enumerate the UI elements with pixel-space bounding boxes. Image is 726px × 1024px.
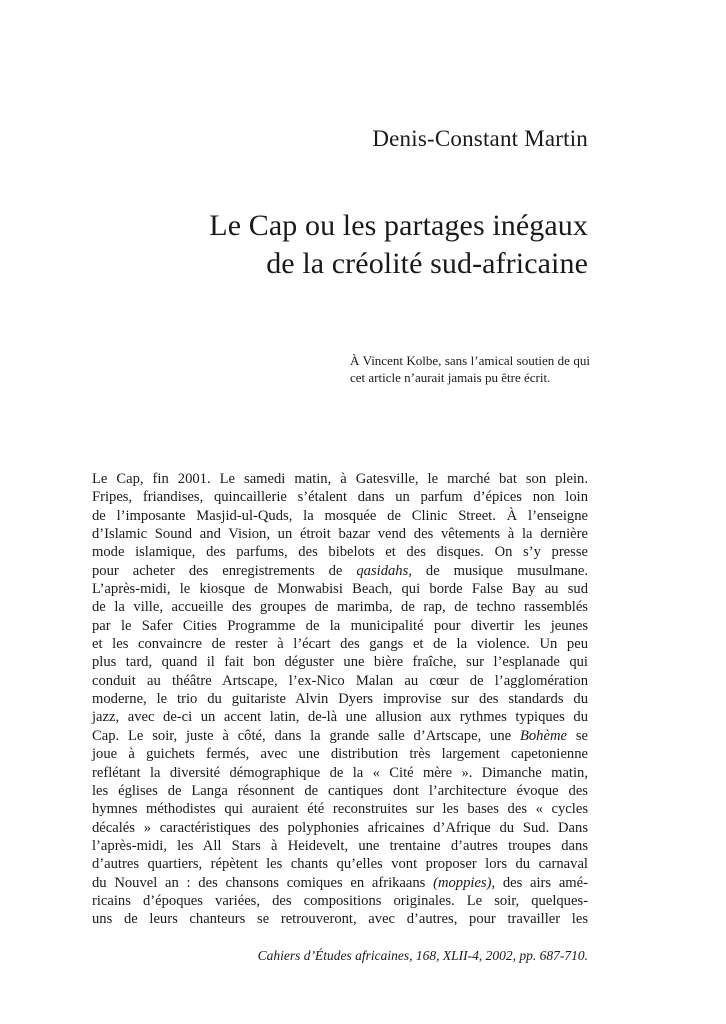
article-body [92,470,588,929]
body-line [92,874,588,892]
body-line: Fripes, friandises, quincaillerie s’étalent dans un parfum d’épices non loin [92,489,588,506]
body-line: joue à guichets fermés, avec une distribution très largement capetonienne [92,746,588,763]
body-line: ricains d’époques variées, des compositions originales. Le soir, quelques- [92,892,588,909]
body-line: d’Islamic Sound and Vision, un étroit bazar vend des vêtements à la dernière [92,526,588,543]
body-line: et les convaincre de rester à l’écart des gangs et de la violence. Un peu [92,636,588,653]
body-line: d’autres quartiers, répètent les chants qu’elles vont proposer lors du carnaval [92,856,588,873]
body-line [92,727,588,745]
body-text-run: des airs amé- [502,874,588,891]
body-line: de l’imposante Masjid-ul-Quds, la mosquée de Clinic Street. À l’enseigne [92,507,588,524]
body-line: moderne, le trio du guitariste Alvin Dyers improvise sur des standards du [92,691,588,708]
italic-term-qasidahs: qasidahs, [356,562,412,579]
title-line-2: de la créolité sud-africaine [266,247,588,280]
italic-term-moppies: (moppies), [433,874,496,891]
body-line: mode islamique, des parfums, des bibelots et des disques. On s’y presse [92,544,588,561]
body-line [92,562,588,580]
body-line: décalés » caractéristiques des polyphonies africaines d’Afrique du Sud. Dans [92,819,588,836]
article-title [209,207,588,283]
body-line: reflétant la diversité démographique de la « Cité mère ». Dimanche matin, [92,764,588,781]
body-line: jazz, avec de-ci un accent latin, de-là une allusion aux rythmes typiques du [92,709,588,726]
body-line: l’après-midi, les All Stars à Heidevelt, une trentaine d’autres troupes dans [92,837,588,854]
body-text-run: pour acheter des enregistrements de [92,562,343,579]
body-line: L’après-midi, le kiosque de Monwabisi Beach, qui borde False Bay au sud [92,581,588,598]
body-line: par le Safer Cities Programme de la municipalité pour divertir les jeunes [92,617,588,634]
body-line: plus tard, quand il fait bon déguster une bière fraîche, sur l’esplanade qui [92,654,588,671]
body-line: uns de leurs chanteurs se retrouveront, avec d’autres, pour travailler les [92,911,588,928]
body-line: Le Cap, fin 2001. Le samedi matin, à Gatesville, le marché bat son plein. [92,471,588,487]
title-line-1: Le Cap ou les partages inégaux [209,209,588,242]
body-text-run: du Nouvel an : des chansons comiques en afrikaans [92,874,426,891]
author-name: Denis-Constant Martin [372,126,588,151]
body-line: les églises de Langa résonnent de cantiques dont l’architecture évoque des [92,782,588,799]
journal-citation: Cahiers d’Études africaines, 168, XLII-4, 2002, pp. 687-710. [257,948,588,963]
body-text-run: Cap. Le soir, juste à côté, dans la grande salle d’Artscape, une [92,727,512,744]
body-line: hymnes méthodistes qui auraient été reconstruites sur les bases des « cycles [92,801,588,818]
body-line: de la ville, accueille des groupes de marimba, de rap, de techno rassemblés [92,599,588,616]
dedication: À Vincent Kolbe, sans l’amical soutien de qui cet article n’aurait jamais pu être écrit. [350,353,590,385]
body-text-run: se [575,727,588,744]
body-text-run: de musique musulmane. [425,562,589,579]
body-line: conduit au théâtre Artscape, l’ex-Nico Malan au cœur de l’agglomération [92,672,588,689]
italic-term-boheme: Bohème [519,727,567,744]
